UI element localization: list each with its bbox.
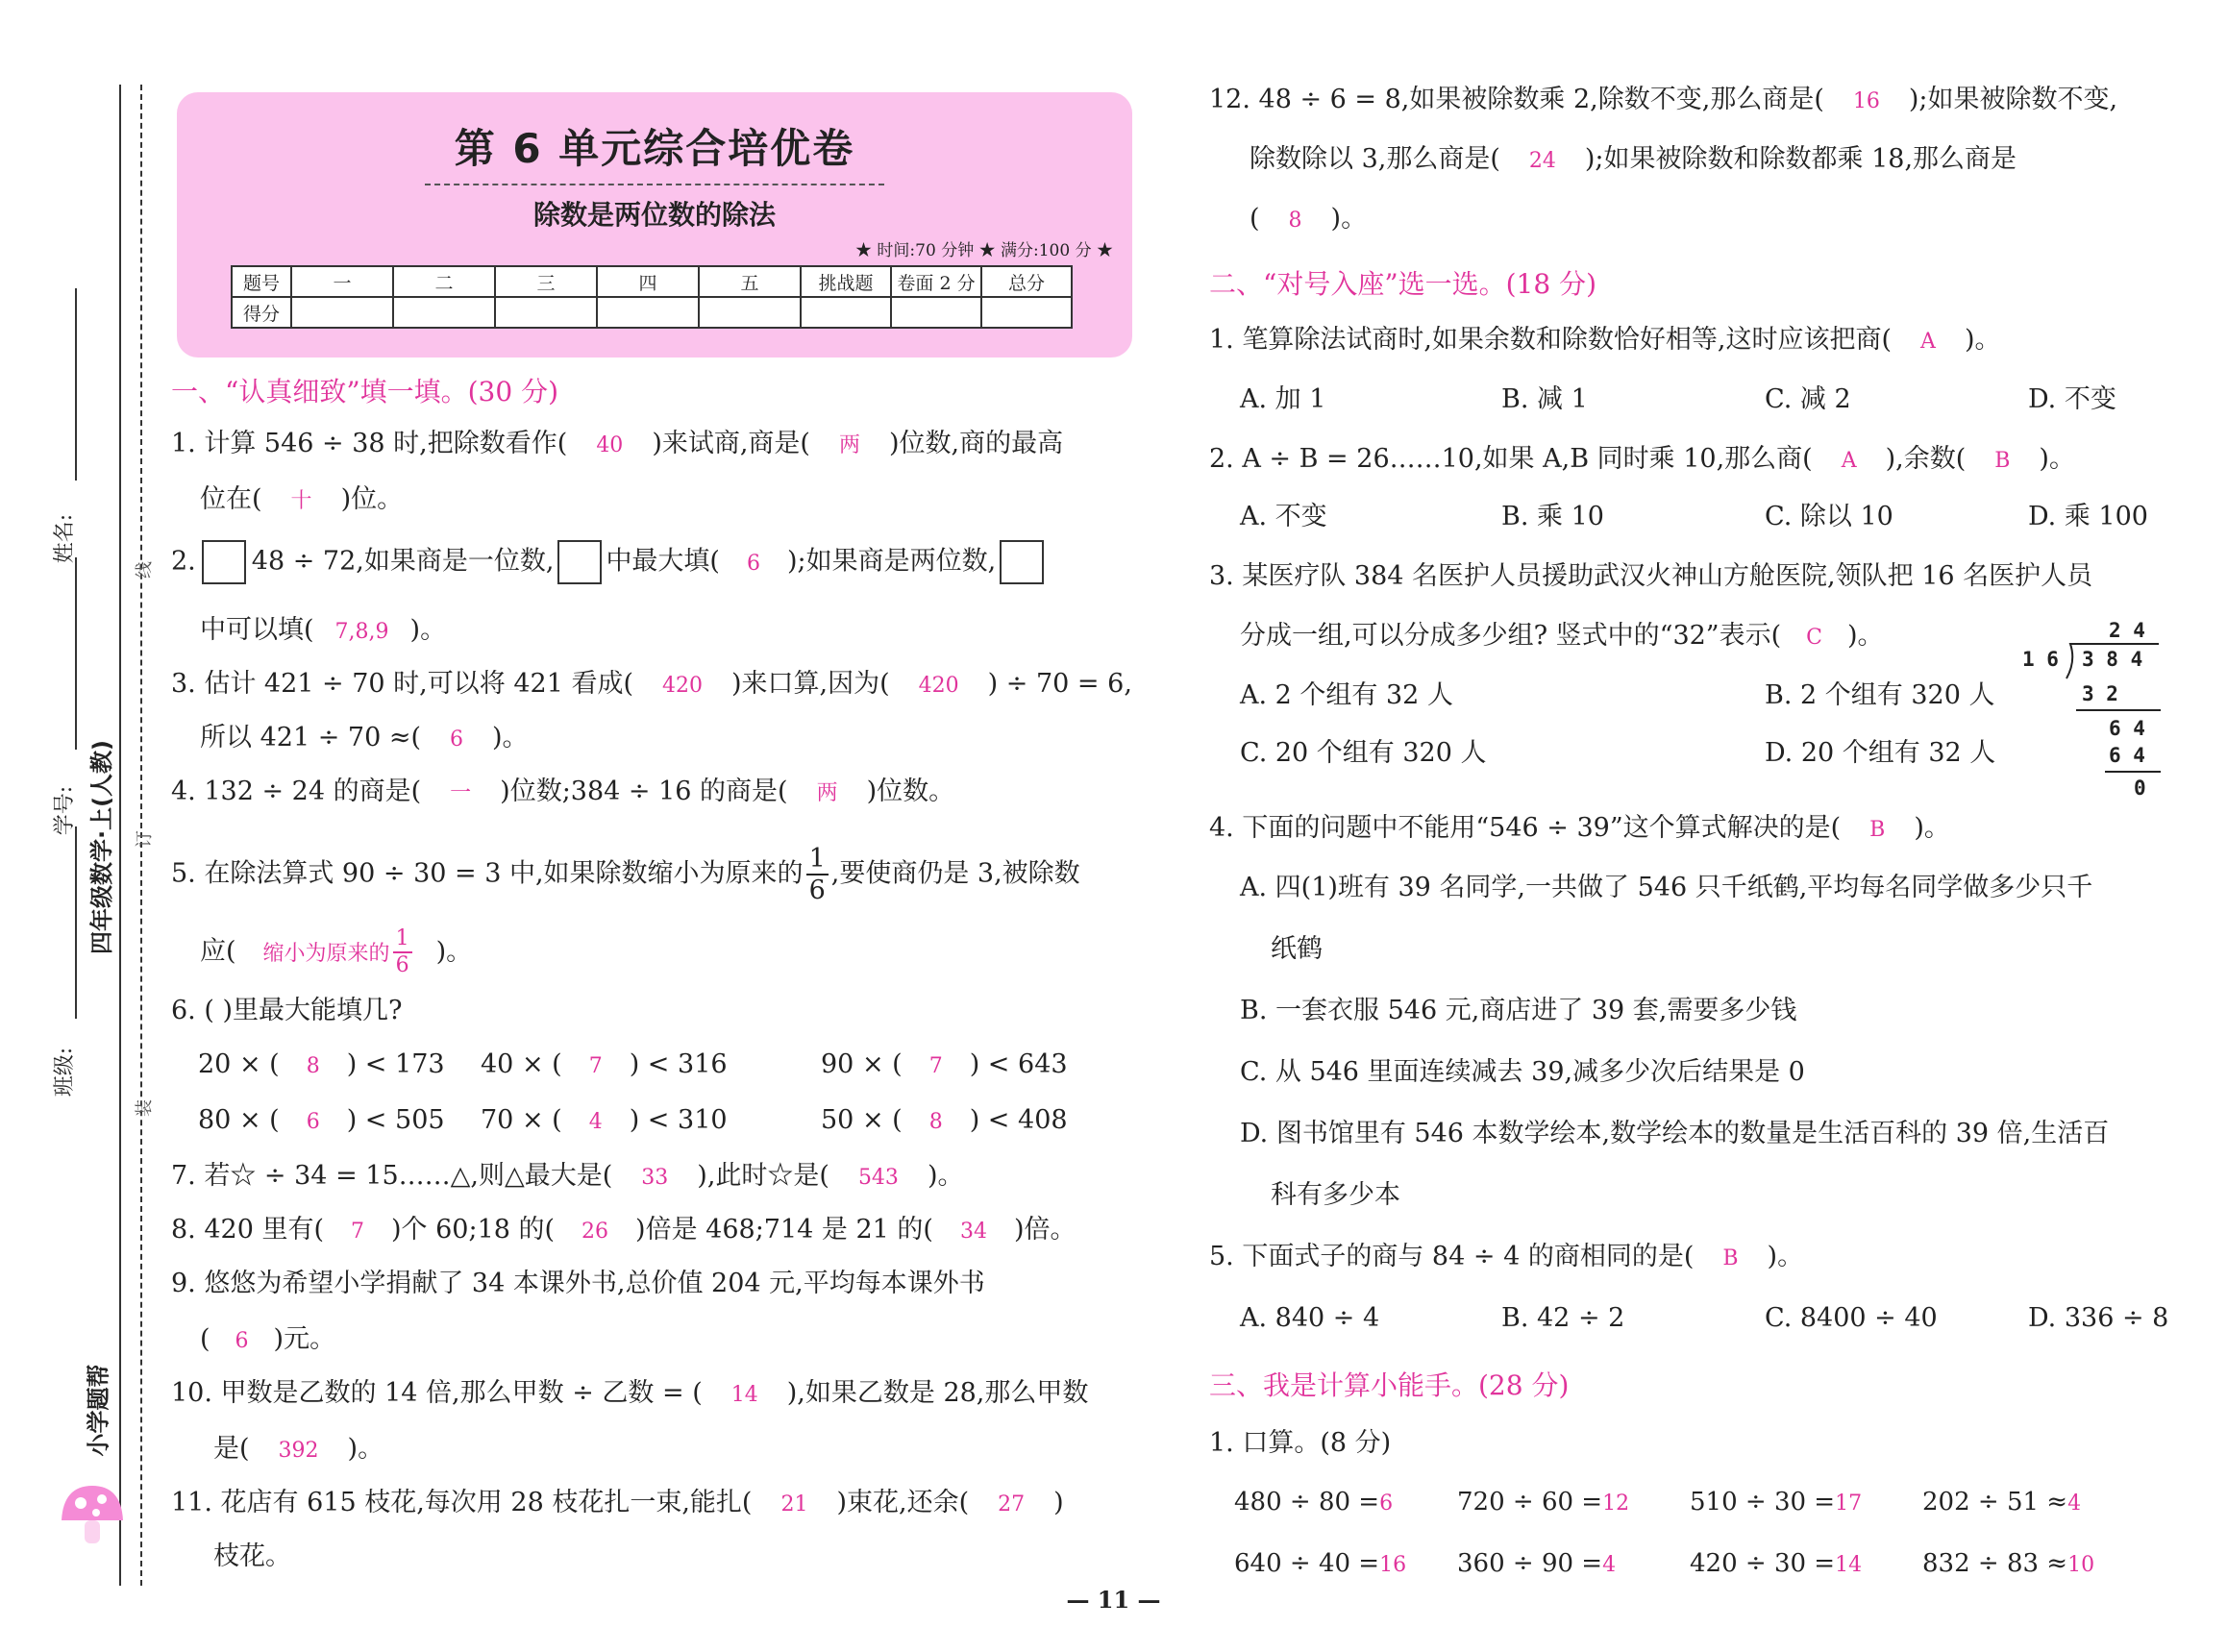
- q-text: ),此时☆是(: [697, 1161, 829, 1191]
- q-text: ) < 316: [629, 1049, 728, 1079]
- section-1-title: 一、“认真细致”填一填。(30 分): [171, 376, 559, 407]
- q-text: );如果被除数和除数都乘 18,那么商是: [1584, 144, 2017, 174]
- ld-step3: 6 4: [2109, 744, 2145, 767]
- q-text: 4. 下面的问题中不能用“546 ÷ 39”这个算式解决的是(: [1209, 813, 1842, 843]
- q-text: (: [200, 1324, 210, 1354]
- answer: 7: [588, 1054, 603, 1078]
- ld-step2: 6 4: [2109, 717, 2145, 740]
- q-text: 除数除以 3,那么商是(: [1250, 144, 1500, 174]
- q2-3: 3. 某医疗队 384 名医护人员援助武汉火神山方舱医院,领队把 16 名医护人员: [1209, 561, 2093, 591]
- answer: A: [1920, 330, 1936, 354]
- q1-12: [1209, 83, 2117, 119]
- cut-mark-line: 线: [135, 561, 155, 579]
- q-text: )。: [1767, 1242, 1804, 1271]
- q1-6-row1-b: [481, 1048, 728, 1084]
- q-text: )倍是 468;714 是 21 的(: [635, 1215, 933, 1245]
- score-cell[interactable]: [891, 297, 981, 328]
- answer: 26: [581, 1220, 609, 1244]
- q-text: )。: [347, 1434, 384, 1464]
- binding-line-dark: [119, 85, 121, 1586]
- answer: 543: [857, 1166, 899, 1190]
- answer: A: [1841, 449, 1857, 473]
- calc-expr: 832 ÷ 83 ≈: [1922, 1549, 2068, 1578]
- score-header-cell: 四: [597, 266, 699, 297]
- q2-5: [1209, 1240, 1803, 1276]
- answer: 27: [998, 1492, 1026, 1516]
- q1-11: [171, 1486, 1064, 1522]
- calc-item: [1457, 1488, 1629, 1516]
- score-header-cell: 卷面 2 分: [891, 266, 981, 297]
- fraction-numerator: 1: [393, 928, 412, 953]
- q2-1-opt-a: A. 加 1: [1240, 384, 1326, 414]
- q1-2-cont: [200, 613, 446, 650]
- ld-step1: 3 2: [2082, 682, 2118, 705]
- answer: 14: [1835, 1553, 1863, 1577]
- calc-expr: 420 ÷ 30 =: [1690, 1549, 1836, 1578]
- q1-4: [171, 775, 954, 811]
- answer: 4: [2067, 1492, 2082, 1516]
- answer: B: [1869, 818, 1886, 842]
- q-text: 4. 132 ÷ 24 的商是(: [171, 777, 422, 806]
- calc-item: [1234, 1488, 1393, 1516]
- q-text: )。: [2039, 444, 2075, 474]
- q2-3-cont: [1240, 619, 1884, 655]
- ld-divisor: 1 6: [2022, 648, 2059, 671]
- q-text: )。: [1330, 204, 1368, 234]
- answer: B: [1994, 449, 2011, 473]
- q-text: );如果商是两位数,: [786, 546, 997, 577]
- q-text: ) < 173: [346, 1049, 445, 1079]
- fraction-numerator: 1: [806, 846, 829, 875]
- score-header-cell: 五: [699, 266, 801, 297]
- q1-8: [171, 1213, 1076, 1249]
- calc-expr: 480 ÷ 80 =: [1234, 1488, 1380, 1516]
- q-text: )。: [409, 615, 447, 645]
- long-division: [2018, 615, 2163, 798]
- exam-subtitle: 除数是两位数的除法: [532, 199, 776, 231]
- q1-1-cont: [200, 482, 403, 519]
- answer: 两: [816, 781, 838, 805]
- answer: 一: [450, 781, 472, 805]
- q2-4-opt-a-cont: 纸鹤: [1271, 934, 1323, 964]
- q-text: )来试商,商是(: [652, 429, 810, 458]
- q2-1-opt-d: D. 不变: [2028, 384, 2116, 414]
- q-text: )。: [492, 723, 529, 752]
- q1-9: 9. 悠悠为希望小学捐献了 34 本课外书,总价值 204 元,平均每本课外书: [171, 1269, 985, 1298]
- answer: 6: [306, 1110, 320, 1134]
- q-text: ),余数(: [1885, 444, 1967, 474]
- q2-3-opt-d: D. 20 个组有 32 人: [1765, 738, 1996, 768]
- q-text: )。: [1846, 621, 1884, 651]
- blank-box[interactable]: [557, 540, 602, 584]
- fraction: [806, 846, 829, 903]
- cut-mark-staple: 订: [135, 830, 155, 848]
- ld-rule: [2076, 709, 2161, 711]
- q2-2-opt-a: A. 不变: [1240, 502, 1327, 531]
- answer: C: [1806, 626, 1822, 650]
- q2-4: [1209, 811, 1950, 848]
- q-text: 1. 笔算除法试商时,如果余数和除数恰好相等,这时应该把商(: [1209, 325, 1893, 355]
- score-cell[interactable]: [597, 297, 699, 328]
- q1-10: [171, 1376, 1088, 1413]
- title-divider: [425, 184, 884, 185]
- q1-6-row1-a: [198, 1048, 445, 1084]
- score-cell[interactable]: [699, 297, 801, 328]
- q-text: ,要使商仍是 3,被除数: [830, 858, 1080, 889]
- q-text: 分成一组,可以分成多少组? 竖式中的“32”表示(: [1240, 621, 1782, 651]
- q-text: 5. 在除法算式 90 ÷ 30 = 3 中,如果除数缩小为原来的: [171, 858, 804, 889]
- score-row-label: 得分: [232, 297, 291, 328]
- page-number: — 11 —: [1066, 1586, 1161, 1614]
- answer: 7: [928, 1054, 943, 1078]
- q-text: )个 60;18 的(: [391, 1215, 556, 1245]
- q2-2-opt-c: C. 除以 10: [1765, 502, 1893, 531]
- q1-11-cont: 枝花。: [213, 1541, 291, 1571]
- mushroom-logo-icon: [54, 1480, 129, 1557]
- q-text: )。: [435, 936, 473, 967]
- score-cell[interactable]: [981, 297, 1072, 328]
- calc-item: [1234, 1549, 1406, 1578]
- q1-12-cont2: [1250, 202, 1367, 238]
- blank-box[interactable]: [1000, 540, 1044, 584]
- q1-5-cont: [200, 928, 472, 976]
- answer: 24: [1528, 149, 1556, 173]
- q1-12-cont: [1250, 142, 2017, 179]
- class-label: 班级:: [53, 1047, 78, 1097]
- answer: 420: [918, 674, 959, 698]
- q2-3-opt-a: A. 2 个组有 32 人: [1240, 680, 1453, 710]
- calc-expr: 510 ÷ 30 =: [1690, 1488, 1836, 1516]
- calc-item: [1690, 1549, 1862, 1578]
- fraction-denominator: 6: [395, 953, 409, 977]
- answer: 4: [1602, 1553, 1617, 1577]
- answer: 十: [290, 489, 312, 513]
- answer: B: [1722, 1246, 1739, 1270]
- q-text: 20 × (: [198, 1049, 280, 1079]
- q-text: )位数;384 ÷ 16 的商是(: [500, 777, 788, 806]
- q1-6: 6. ( )里最大能填几?: [171, 996, 403, 1025]
- fraction-denominator: 6: [808, 875, 826, 905]
- q1-10-cont: [213, 1432, 384, 1468]
- q1-3-cont: [200, 721, 529, 757]
- ld-remainder: 0: [2134, 777, 2146, 800]
- q2-4-opt-a: A. 四(1)班有 39 名同学,一共做了 546 只千纸鹤,平均每名同学做多少只千: [1240, 873, 2093, 902]
- class-underline: [75, 826, 77, 1019]
- answer: 6: [1379, 1492, 1394, 1516]
- q1-6-row2-b: [481, 1103, 728, 1140]
- answer: 6: [746, 551, 760, 576]
- q2-2-opt-b: B. 乘 10: [1501, 502, 1604, 531]
- answer: 4: [588, 1110, 603, 1134]
- q-text: )位数,商的最高: [888, 429, 1064, 458]
- brand-label: 小学题帮: [85, 1364, 112, 1457]
- q-text: )位。: [340, 484, 404, 514]
- answer: 21: [780, 1492, 808, 1516]
- score-header-cell: 一: [291, 266, 393, 297]
- q-text: 8. 420 里有(: [171, 1215, 324, 1245]
- answer: 10: [2067, 1553, 2095, 1577]
- calc-item: [1922, 1488, 2081, 1516]
- q-text: ) ÷ 70 = 6,: [987, 669, 1132, 699]
- q-text: 3. 估计 421 ÷ 70 时,可以将 421 看成(: [171, 669, 634, 699]
- ld-quotient: 2 4: [2109, 619, 2145, 642]
- q-text: 位在(: [200, 484, 262, 514]
- answer-fraction: [393, 928, 412, 976]
- q-text: 10. 甲数是乙数的 14 倍,那么甲数 ÷ 乙数 = (: [171, 1378, 703, 1408]
- cut-mark-bind: 装: [135, 1099, 155, 1117]
- q-text: )位数。: [866, 777, 955, 806]
- calc-expr: 720 ÷ 60 =: [1457, 1488, 1603, 1516]
- q-text: ) < 310: [629, 1105, 728, 1135]
- q-text: 7. 若☆ ÷ 34 = 15……△,则△最大是(: [171, 1161, 613, 1191]
- q2-4-opt-c: C. 从 546 里面连续减去 39,减多少次后结果是 0: [1240, 1057, 1805, 1087]
- calc-expr: 202 ÷ 51 ≈: [1922, 1488, 2068, 1516]
- q-text: 所以 421 ÷ 70 ≈(: [200, 723, 422, 752]
- q2-1: [1209, 323, 2000, 359]
- q-text: 40 × (: [481, 1049, 562, 1079]
- calc-expr: 640 ÷ 40 =: [1234, 1549, 1380, 1578]
- q-text: )束花,还余(: [836, 1488, 970, 1517]
- q-text: )元。: [273, 1324, 336, 1354]
- q-text: )倍。: [1013, 1215, 1076, 1245]
- q-text: (: [1250, 204, 1260, 234]
- answer: 缩小为原来的: [262, 941, 390, 966]
- answer: 392: [278, 1439, 319, 1463]
- section-2-title: 二、“对号入座”选一选。(18 分): [1209, 268, 1597, 300]
- score-cell[interactable]: [801, 297, 891, 328]
- answer: 17: [1835, 1492, 1863, 1516]
- q-text: 1. 计算 546 ÷ 38 时,把除数看作(: [171, 429, 568, 458]
- q-text: ): [1053, 1488, 1064, 1517]
- q2-5-opt-d: D. 336 ÷ 8: [2028, 1303, 2169, 1333]
- q2-3-opt-c: C. 20 个组有 320 人: [1240, 738, 1487, 768]
- answer: 40: [596, 433, 624, 457]
- q-text: 11. 花店有 615 枝花,每次用 28 枝花扎一束,能扎(: [171, 1488, 753, 1517]
- q-text: 80 × (: [198, 1105, 280, 1135]
- q-text: ) < 505: [346, 1105, 445, 1135]
- grade-label: 四年级数学·上(人教): [88, 739, 116, 955]
- answer: 7,8,9: [334, 620, 389, 644]
- answer: 8: [306, 1054, 320, 1078]
- q-text: )。: [927, 1161, 964, 1191]
- q2-5-opt-a: A. 840 ÷ 4: [1240, 1303, 1380, 1333]
- answer: 12: [1602, 1492, 1630, 1516]
- answer: 7: [351, 1220, 364, 1244]
- answer: 33: [641, 1166, 669, 1190]
- name-label: 姓名:: [53, 513, 78, 564]
- answer: 34: [959, 1220, 987, 1244]
- score-cell[interactable]: [291, 297, 393, 328]
- calc-item: [1922, 1549, 2094, 1578]
- answer: 16: [1379, 1553, 1407, 1577]
- exam-meta: ★ 时间:70 分钟 ★ 满分:100 分 ★: [855, 241, 1113, 260]
- q1-5: [171, 846, 1080, 903]
- answer: 6: [450, 727, 464, 752]
- answer: 16: [1852, 89, 1880, 113]
- q2-3-opt-b: B. 2 个组有 320 人: [1765, 680, 1995, 710]
- q-text: 2.: [171, 546, 196, 577]
- q-text: 2. A ÷ B = 26……10,如果 A,B 同时乘 10,那么商(: [1209, 444, 1813, 474]
- q-text: 48 ÷ 72,如果商是一位数,: [251, 546, 555, 577]
- score-header-cell: 题号: [232, 266, 291, 297]
- blank-box[interactable]: [202, 540, 246, 584]
- exam-title: 第 6 单元综合培优卷: [454, 125, 855, 172]
- q2-4-opt-d-cont: 科有多少本: [1271, 1180, 1400, 1210]
- q-text: 12. 48 ÷ 6 = 8,如果被除数乘 2,除数不变,那么商是(: [1209, 85, 1824, 114]
- q3-1: 1. 口算。(8 分): [1209, 1428, 1392, 1458]
- answer: 8: [928, 1110, 943, 1134]
- ld-dividend: 3 8 4: [2082, 648, 2143, 671]
- q-text: 是(: [213, 1434, 250, 1464]
- answer: 8: [1288, 209, 1302, 233]
- answer: 420: [662, 674, 704, 698]
- q2-5-opt-c: C. 8400 ÷ 40: [1765, 1303, 1938, 1333]
- q2-1-opt-b: B. 减 1: [1501, 384, 1588, 414]
- score-cell[interactable]: [393, 297, 495, 328]
- q-text: 中可以填(: [200, 615, 314, 645]
- q1-6-row2-a: [198, 1103, 445, 1140]
- q-text: 应(: [200, 936, 236, 967]
- q-text: )来口算,因为(: [731, 669, 890, 699]
- q1-6-row2-c: [821, 1103, 1068, 1140]
- q1-9-cont: [200, 1322, 335, 1359]
- q-text: );如果被除数不变,: [1908, 85, 2118, 114]
- q2-2: [1209, 442, 2075, 479]
- q-text: ),如果乙数是 28,那么甲数: [786, 1378, 1089, 1408]
- exam-header: [177, 92, 1132, 358]
- calc-expr: 360 ÷ 90 =: [1457, 1549, 1603, 1578]
- q2-1-opt-c: C. 减 2: [1765, 384, 1851, 414]
- answer: 6: [235, 1329, 249, 1353]
- q-text: )。: [1914, 813, 1950, 843]
- name-underline: [75, 288, 77, 481]
- calc-item: [1457, 1549, 1616, 1578]
- q-text: 70 × (: [481, 1105, 562, 1135]
- ld-rule: [2105, 771, 2161, 773]
- answer: 14: [730, 1383, 758, 1407]
- score-header-cell: 总分: [981, 266, 1072, 297]
- q-text: ) < 408: [969, 1105, 1068, 1135]
- q2-5-opt-b: B. 42 ÷ 2: [1501, 1303, 1625, 1333]
- score-table: [231, 265, 1073, 329]
- score-cell[interactable]: [495, 297, 597, 328]
- q2-4-opt-b: B. 一套衣服 546 元,商店进了 39 套,需要多少钱: [1240, 996, 1797, 1025]
- q-text: 90 × (: [821, 1049, 903, 1079]
- q1-6-row1-c: [821, 1048, 1068, 1084]
- q-text: 中最大填(: [606, 546, 720, 577]
- q-text: ) < 643: [969, 1049, 1068, 1079]
- calc-item: [1690, 1488, 1862, 1516]
- score-header-cell: 三: [495, 266, 597, 297]
- q1-1: [171, 427, 1063, 463]
- score-header-cell: 挑战题: [801, 266, 891, 297]
- q-text: )。: [1964, 325, 2001, 355]
- q1-7: [171, 1159, 963, 1196]
- score-header-cell: 二: [393, 266, 495, 297]
- number-label: 学号:: [53, 785, 78, 836]
- q1-2: [171, 540, 1044, 584]
- q-text: 50 × (: [821, 1105, 903, 1135]
- answer: 两: [838, 433, 860, 457]
- q2-2-opt-d: D. 乘 100: [2028, 502, 2148, 531]
- q2-4-opt-d: D. 图书馆里有 546 本数学绘本,数学绘本的数量是生活百科的 39 倍,生活百: [1240, 1119, 2110, 1148]
- q-text: 5. 下面式子的商与 84 ÷ 4 的商相同的是(: [1209, 1242, 1695, 1271]
- section-3-title: 三、我是计算小能手。(28 分): [1209, 1369, 1570, 1401]
- q1-3: [171, 667, 1132, 703]
- number-underline: [75, 557, 77, 750]
